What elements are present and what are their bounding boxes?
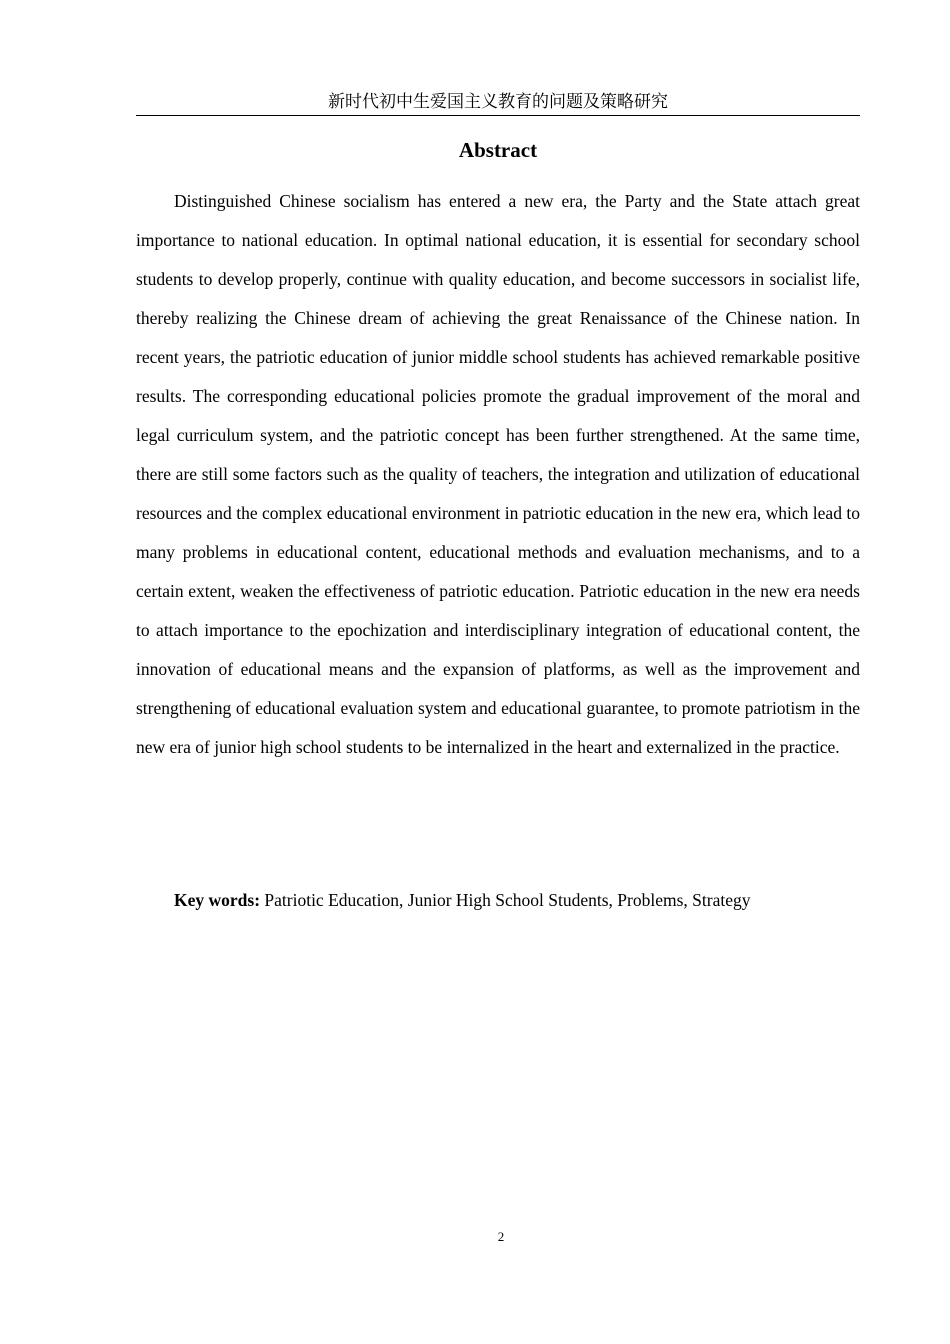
keywords-label: Key words: — [174, 890, 261, 910]
keywords-value: Patriotic Education, Junior High School Students, Problems, Strategy — [260, 890, 751, 910]
abstract-heading: Abstract — [458, 138, 538, 162]
page-number: 2 — [497, 1229, 505, 1244]
running-header-title: 新时代初中生爱国主义教育的问题及策略研究 — [136, 90, 860, 116]
keywords-line — [136, 881, 860, 920]
abstract-body-paragraph: Distinguished Chinese socialism has entered a new era, the Party and the State attach great importance to national education. In optimal national education, it is essential for secondary school students to develop properly, continue with quality education, and become successors in socialist life, thereby realizing the Chinese dream of achieving the great Renaissance of the Chinese nation. In recent years, the patriotic education of junior middle school students has achieved remarkable positive results. The corresponding educational policies promote the gradual improvement of the moral and legal curriculum system, and the patriotic concept has been further strengthened. At the same time, there are still some factors such as the quality of teachers, the integration and utilization of educational resources and the complex educational environment in patriotic education in the new era, which lead to many problems in educational content, educational methods and evaluation mechanisms, and to a certain extent, weaken the effectiveness of patriotic education. Patriotic education in the new era needs to attach importance to the epochization and interdisciplinary integration of educational content, the innovation of educational means and the expansion of platforms, as well as the improvement and strengthening of educational evaluation system and educational guarantee, to promote patriotism in the new era of junior high school students to be internalized in the heart and externalized in the practice. — [136, 191, 860, 757]
